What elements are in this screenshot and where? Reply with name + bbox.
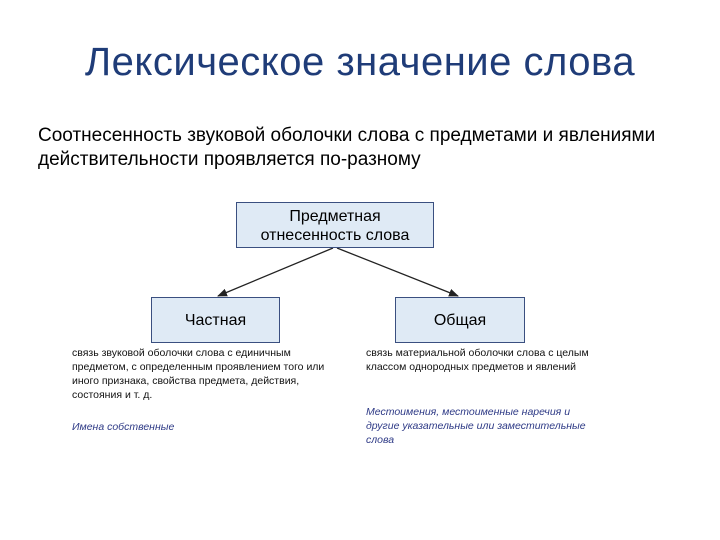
intro-text: Соотнесенность звуковой оболочки слова с предметами и явлениями действительности проявляется по-разному: [38, 125, 656, 170]
general-example: Местоимения, местоименные наречия и другие указательные или заместительные слова: [366, 406, 586, 446]
general-description: связь материальной оболочки слова с целым классом однородных предметов и явлений: [366, 347, 589, 373]
particular-box: Частная: [151, 297, 280, 343]
root-concept-box: Предметная отнесенность слова: [236, 202, 434, 248]
page-title: Лексическое значение слова: [84, 40, 636, 84]
general-box: Общая: [395, 297, 525, 343]
particular-description: связь звуковой оболочки слова с единичным предметом, с определенным проявлением того или иного признака, свойства предмета, действия, состояния и т. д.: [72, 347, 325, 401]
connector-to-left-branch: [218, 248, 333, 296]
particular-example: Имена собственные: [72, 421, 175, 433]
connector-to-right-branch: [337, 248, 458, 296]
